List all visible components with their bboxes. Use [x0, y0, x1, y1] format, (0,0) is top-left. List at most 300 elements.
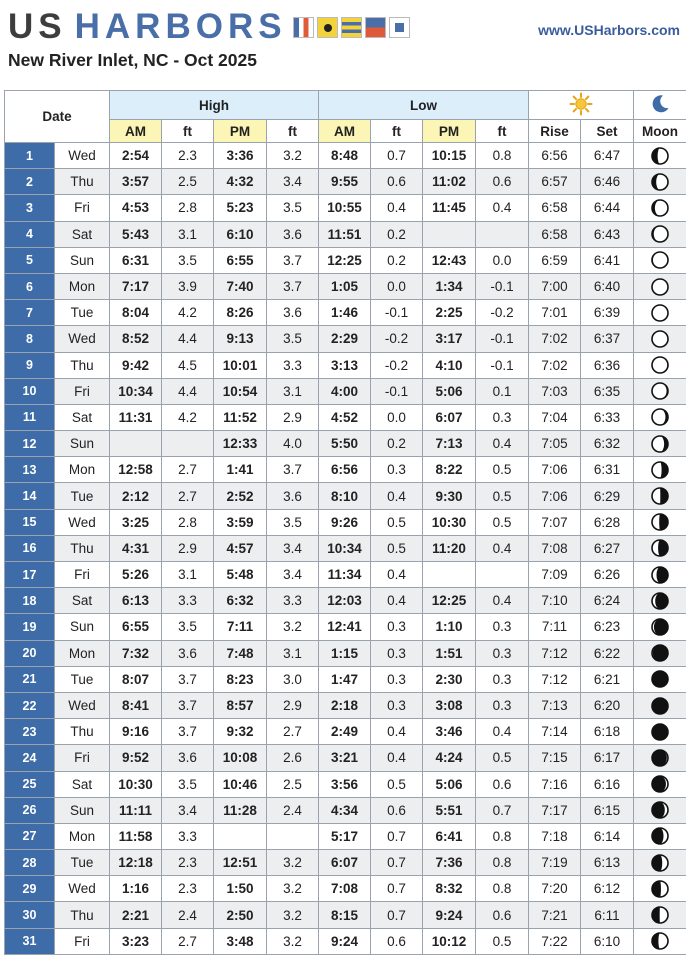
high-pm-height: 3.5: [267, 195, 319, 221]
moon-phase-cell: [634, 771, 686, 797]
high-am-time: 10:30: [110, 771, 162, 797]
tide-table: [4, 90, 686, 955]
high-pm-height: 2.9: [267, 404, 319, 430]
moon-phase-icon: [650, 591, 670, 611]
moon-phase-cell: [634, 640, 686, 666]
table-row: [5, 457, 686, 483]
high-pm-height: 3.5: [267, 326, 319, 352]
low-am-height: 0.3: [371, 640, 423, 666]
sunset-time: 6:23: [581, 614, 634, 640]
high-pm-height: 3.1: [267, 640, 319, 666]
high-pm-height: 3.4: [267, 169, 319, 195]
high-am-height: 3.3: [162, 823, 214, 849]
low-am-height: -0.2: [371, 352, 423, 378]
date-number: 8: [5, 326, 55, 352]
sunrise-time: 7:00: [529, 273, 581, 299]
day-of-week: Mon: [55, 273, 110, 299]
date-number: 5: [5, 247, 55, 273]
high-pm-time: 7:40: [214, 273, 267, 299]
low-am-time: 9:24: [319, 928, 371, 954]
day-of-week: Sat: [55, 588, 110, 614]
high-pm-height: 3.7: [267, 273, 319, 299]
moon-phase-icon: [650, 277, 670, 297]
high-am-time: 4:53: [110, 195, 162, 221]
high-pm-height: 2.9: [267, 692, 319, 718]
moon-phase-icon: [650, 905, 670, 925]
moon-phase-icon: [650, 565, 670, 585]
moon-phase-cell: [634, 483, 686, 509]
sun-icon: [569, 92, 593, 116]
moon-header-icon-cell: [634, 91, 686, 120]
high-am-time: 6:31: [110, 247, 162, 273]
moon-phase-icon: [650, 879, 670, 899]
sunrise-time: 6:58: [529, 195, 581, 221]
low-am-height: 0.7: [371, 902, 423, 928]
low-am-height: 0.5: [371, 509, 423, 535]
low-am-height: 0.4: [371, 719, 423, 745]
low-am-time: 4:34: [319, 797, 371, 823]
low-pm-time: 6:07: [423, 404, 476, 430]
low-am-time: 1:15: [319, 640, 371, 666]
low-pm-time: 11:45: [423, 195, 476, 221]
date-header: Date: [5, 91, 110, 143]
high-pm-height: 3.5: [267, 509, 319, 535]
sunset-time: 6:35: [581, 378, 634, 404]
date-number: 30: [5, 902, 55, 928]
low-am-time: 1:05: [319, 273, 371, 299]
high-am-height: 3.1: [162, 562, 214, 588]
low-pm-height: 0.4: [476, 535, 529, 561]
high-am-time: 8:07: [110, 666, 162, 692]
date-number: 19: [5, 614, 55, 640]
low-am-height: 0.3: [371, 692, 423, 718]
high-pm-time: 5:48: [214, 562, 267, 588]
sunset-time: 6:44: [581, 195, 634, 221]
high-pm-time: 8:23: [214, 666, 267, 692]
high-pm-time: 3:48: [214, 928, 267, 954]
date-number: 10: [5, 378, 55, 404]
day-of-week: Wed: [55, 509, 110, 535]
high-pm-height: 3.2: [267, 614, 319, 640]
date-number: 31: [5, 928, 55, 954]
low-am-height: 0.4: [371, 483, 423, 509]
sunset-time: 6:26: [581, 562, 634, 588]
high-am-height: 2.3: [162, 850, 214, 876]
low-am-height: 0.7: [371, 850, 423, 876]
low-pm-height: 0.5: [476, 483, 529, 509]
low-am-height: 0.2: [371, 247, 423, 273]
low-pm-time: 1:34: [423, 273, 476, 299]
low-am-time: 9:55: [319, 169, 371, 195]
moon-phase-cell: [634, 431, 686, 457]
low-am-time: 5:50: [319, 431, 371, 457]
flag-square-icon: [389, 17, 410, 38]
table-row: [5, 404, 686, 430]
high-pm-time: 6:32: [214, 588, 267, 614]
date-number: 28: [5, 850, 55, 876]
sunrise-time: 7:01: [529, 300, 581, 326]
high-pm-height: 2.6: [267, 745, 319, 771]
moon-phase-cell: [634, 876, 686, 902]
low-pm-time: 1:51: [423, 640, 476, 666]
high-pm-time: 6:10: [214, 221, 267, 247]
date-number: 13: [5, 457, 55, 483]
high-am-height: 3.5: [162, 771, 214, 797]
sun-header: [529, 91, 634, 120]
high-am-time: 9:16: [110, 719, 162, 745]
sunset-time: 6:12: [581, 876, 634, 902]
low-pm-time: 7:13: [423, 431, 476, 457]
low-pm-height: 0.5: [476, 457, 529, 483]
day-of-week: Tue: [55, 666, 110, 692]
high-am-time: 4:31: [110, 535, 162, 561]
high-pm-time: 6:55: [214, 247, 267, 273]
moon-phase-icon: [650, 303, 670, 323]
low-pm-height: 0.6: [476, 169, 529, 195]
high-pm-time: 8:57: [214, 692, 267, 718]
high-am-time: 11:11: [110, 797, 162, 823]
low-am-time: 12:03: [319, 588, 371, 614]
low-am-header: AM: [319, 120, 371, 143]
low-pm-height: 0.1: [476, 378, 529, 404]
sunset-time: 6:18: [581, 719, 634, 745]
table-row: [5, 247, 686, 273]
sunset-time: 6:31: [581, 457, 634, 483]
low-am-time: 8:10: [319, 483, 371, 509]
low-am-height: 0.0: [371, 273, 423, 299]
moon-phase-icon: [650, 460, 670, 480]
high-am-time: [110, 431, 162, 457]
sunrise-time: 7:09: [529, 562, 581, 588]
logo-us-text: US: [8, 7, 67, 46]
table-row: [5, 326, 686, 352]
low-am-time: 4:52: [319, 404, 371, 430]
moon-phase-icon: [650, 826, 670, 846]
high-pm-time: 12:51: [214, 850, 267, 876]
day-of-week: Thu: [55, 352, 110, 378]
sunset-time: 6:39: [581, 300, 634, 326]
low-am-time: 1:46: [319, 300, 371, 326]
flag-split-icon: [365, 17, 386, 38]
moon-phase-cell: [634, 300, 686, 326]
moon-phase-cell: [634, 404, 686, 430]
high-am-height: 4.2: [162, 404, 214, 430]
low-am-time: 5:17: [319, 823, 371, 849]
flag-bands-icon: [341, 17, 362, 38]
date-number: 9: [5, 352, 55, 378]
low-am-time: 10:55: [319, 195, 371, 221]
moon-phase-icon: [650, 643, 670, 663]
low-am-time: 9:26: [319, 509, 371, 535]
moon-phase-cell: [634, 273, 686, 299]
low-pm-height: [476, 562, 529, 588]
high-pm-time: 7:11: [214, 614, 267, 640]
moon-phase-icon: [650, 512, 670, 532]
low-pm-height: 0.4: [476, 588, 529, 614]
day-of-week: Tue: [55, 850, 110, 876]
high-am-height: 3.6: [162, 640, 214, 666]
sunrise-time: 7:07: [529, 509, 581, 535]
high-pm-time: 10:46: [214, 771, 267, 797]
moon-phase-icon: [650, 486, 670, 506]
flag-dot-icon: [317, 17, 338, 38]
low-pm-ft-header: ft: [476, 120, 529, 143]
low-am-height: -0.1: [371, 300, 423, 326]
low-pm-height: [476, 221, 529, 247]
high-pm-time: 2:50: [214, 902, 267, 928]
high-am-time: 6:13: [110, 588, 162, 614]
high-am-height: 3.7: [162, 692, 214, 718]
low-am-time: 3:21: [319, 745, 371, 771]
table-row: [5, 614, 686, 640]
date-number: 22: [5, 692, 55, 718]
table-row: [5, 745, 686, 771]
high-pm-height: 3.2: [267, 850, 319, 876]
day-of-week: Thu: [55, 902, 110, 928]
high-am-height: 2.8: [162, 195, 214, 221]
high-pm-header: PM: [214, 120, 267, 143]
day-of-week: Wed: [55, 143, 110, 169]
high-am-height: 2.7: [162, 928, 214, 954]
moon-phase-icon: [650, 853, 670, 873]
low-pm-height: 0.5: [476, 745, 529, 771]
high-pm-height: 3.2: [267, 928, 319, 954]
table-row: [5, 300, 686, 326]
low-am-time: 7:08: [319, 876, 371, 902]
high-am-time: 3:25: [110, 509, 162, 535]
flag-stripes-icon: [293, 17, 314, 38]
date-number: 18: [5, 588, 55, 614]
high-pm-height: 2.7: [267, 719, 319, 745]
high-pm-time: 4:32: [214, 169, 267, 195]
sunrise-time: 7:14: [529, 719, 581, 745]
moon-phase-icon: [650, 722, 670, 742]
moon-phase-icon: [650, 538, 670, 558]
low-pm-height: 0.7: [476, 797, 529, 823]
low-pm-time: 12:43: [423, 247, 476, 273]
sunset-time: 6:21: [581, 666, 634, 692]
low-am-time: 3:13: [319, 352, 371, 378]
low-pm-time: 7:36: [423, 850, 476, 876]
low-am-height: 0.5: [371, 535, 423, 561]
high-am-height: 3.5: [162, 247, 214, 273]
day-of-week: Sun: [55, 797, 110, 823]
moon-phase-icon: [650, 617, 670, 637]
high-am-height: 3.3: [162, 588, 214, 614]
low-am-height: 0.6: [371, 928, 423, 954]
moon-phase-cell: [634, 535, 686, 561]
day-of-week: Wed: [55, 692, 110, 718]
low-am-time: 11:51: [319, 221, 371, 247]
moon-phase-cell: [634, 195, 686, 221]
page-title: New River Inlet, NC - Oct 2025: [8, 50, 257, 70]
date-number: 11: [5, 404, 55, 430]
low-am-time: 1:47: [319, 666, 371, 692]
moon-phase-icon: [650, 198, 670, 218]
high-am-height: 2.7: [162, 483, 214, 509]
moon-phase-cell: [634, 692, 686, 718]
day-of-week: Tue: [55, 300, 110, 326]
low-am-height: 0.7: [371, 823, 423, 849]
high-pm-height: 2.4: [267, 797, 319, 823]
low-am-height: 0.7: [371, 876, 423, 902]
high-pm-height: 3.3: [267, 352, 319, 378]
low-pm-height: 0.3: [476, 666, 529, 692]
low-am-height: 0.7: [371, 143, 423, 169]
high-pm-time: 11:52: [214, 404, 267, 430]
high-am-time: 8:04: [110, 300, 162, 326]
date-number: 3: [5, 195, 55, 221]
low-am-time: 2:18: [319, 692, 371, 718]
moon-phase-cell: [634, 562, 686, 588]
table-row: [5, 562, 686, 588]
high-pm-time: 5:23: [214, 195, 267, 221]
high-am-time: 2:21: [110, 902, 162, 928]
low-pm-height: 0.3: [476, 614, 529, 640]
table-row: [5, 535, 686, 561]
high-am-time: 1:16: [110, 876, 162, 902]
sunset-time: 6:15: [581, 797, 634, 823]
high-am-time: 7:32: [110, 640, 162, 666]
sunrise-time: 7:04: [529, 404, 581, 430]
date-number: 16: [5, 535, 55, 561]
day-of-week: Wed: [55, 876, 110, 902]
high-am-height: 4.5: [162, 352, 214, 378]
date-number: 15: [5, 509, 55, 535]
sunrise-time: 7:06: [529, 483, 581, 509]
moon-phase-cell: [634, 169, 686, 195]
day-of-week: Fri: [55, 928, 110, 954]
date-number: 1: [5, 143, 55, 169]
low-am-height: 0.3: [371, 666, 423, 692]
low-pm-time: 10:15: [423, 143, 476, 169]
low-am-height: 0.5: [371, 771, 423, 797]
low-pm-height: 0.5: [476, 928, 529, 954]
sunset-time: 6:13: [581, 850, 634, 876]
sunset-time: 6:22: [581, 640, 634, 666]
low-pm-time: 5:06: [423, 378, 476, 404]
high-pm-time: [214, 823, 267, 849]
high-pm-height: 3.4: [267, 535, 319, 561]
low-am-time: 12:25: [319, 247, 371, 273]
date-number: 26: [5, 797, 55, 823]
moon-header: Moon: [634, 120, 686, 143]
low-am-time: 11:34: [319, 562, 371, 588]
high-pm-height: 3.2: [267, 902, 319, 928]
sunset-time: 6:32: [581, 431, 634, 457]
low-pm-time: 12:25: [423, 588, 476, 614]
low-pm-time: 3:46: [423, 719, 476, 745]
low-pm-time: 10:12: [423, 928, 476, 954]
high-pm-height: 3.3: [267, 588, 319, 614]
high-pm-time: 8:26: [214, 300, 267, 326]
table-row: [5, 273, 686, 299]
low-pm-time: 8:22: [423, 457, 476, 483]
crescent-moon-icon: [649, 93, 671, 115]
sunset-time: 6:24: [581, 588, 634, 614]
day-of-week: Sat: [55, 221, 110, 247]
high-am-height: 2.7: [162, 457, 214, 483]
table-row: [5, 876, 686, 902]
sunrise-time: 7:10: [529, 588, 581, 614]
high-am-time: 8:41: [110, 692, 162, 718]
sunset-time: 6:46: [581, 169, 634, 195]
high-pm-time: 10:54: [214, 378, 267, 404]
table-row: [5, 640, 686, 666]
low-am-time: 10:34: [319, 535, 371, 561]
high-am-height: 2.4: [162, 902, 214, 928]
date-number: 20: [5, 640, 55, 666]
moon-phase-cell: [634, 588, 686, 614]
date-number: 4: [5, 221, 55, 247]
day-of-week: Sun: [55, 431, 110, 457]
low-am-time: 12:41: [319, 614, 371, 640]
low-pm-time: 9:30: [423, 483, 476, 509]
low-am-height: 0.2: [371, 431, 423, 457]
sunset-time: 6:36: [581, 352, 634, 378]
low-pm-height: 0.8: [476, 143, 529, 169]
sunset-time: 6:16: [581, 771, 634, 797]
low-am-height: 0.4: [371, 195, 423, 221]
date-number: 25: [5, 771, 55, 797]
low-pm-time: [423, 221, 476, 247]
date-number: 12: [5, 431, 55, 457]
sunrise-time: 7:02: [529, 352, 581, 378]
low-pm-time: 11:20: [423, 535, 476, 561]
high-am-time: 6:55: [110, 614, 162, 640]
table-row: [5, 195, 686, 221]
low-am-time: 2:29: [319, 326, 371, 352]
high-pm-time: 4:57: [214, 535, 267, 561]
low-pm-time: 2:30: [423, 666, 476, 692]
moon-phase-cell: [634, 509, 686, 535]
moon-phase-cell: [634, 614, 686, 640]
low-am-time: 4:00: [319, 378, 371, 404]
high-am-height: 3.4: [162, 797, 214, 823]
low-am-height: 0.6: [371, 169, 423, 195]
high-pm-height: 3.2: [267, 876, 319, 902]
moon-phase-icon: [650, 355, 670, 375]
sunrise-time: 6:57: [529, 169, 581, 195]
low-header: Low: [319, 91, 529, 120]
low-pm-height: 0.3: [476, 692, 529, 718]
moon-phase-cell: [634, 457, 686, 483]
moon-phase-cell: [634, 745, 686, 771]
moon-phase-cell: [634, 850, 686, 876]
low-am-height: 0.2: [371, 221, 423, 247]
high-pm-height: 3.6: [267, 221, 319, 247]
high-pm-time: 2:52: [214, 483, 267, 509]
sunset-time: 6:20: [581, 692, 634, 718]
moon-phase-cell: [634, 221, 686, 247]
high-am-time: 2:54: [110, 143, 162, 169]
high-pm-height: 3.2: [267, 143, 319, 169]
high-am-height: 3.7: [162, 719, 214, 745]
sunset-time: 6:40: [581, 273, 634, 299]
moon-phase-icon: [650, 172, 670, 192]
sunrise-time: 7:22: [529, 928, 581, 954]
low-pm-time: 5:06: [423, 771, 476, 797]
table-row: [5, 378, 686, 404]
low-pm-time: 5:51: [423, 797, 476, 823]
low-pm-height: -0.1: [476, 273, 529, 299]
table-row: [5, 719, 686, 745]
high-am-height: 2.3: [162, 143, 214, 169]
website-link[interactable]: www.USHarbors.com: [538, 22, 680, 38]
moon-phase-cell: [634, 719, 686, 745]
sunrise-time: 7:05: [529, 431, 581, 457]
table-row: [5, 928, 686, 954]
